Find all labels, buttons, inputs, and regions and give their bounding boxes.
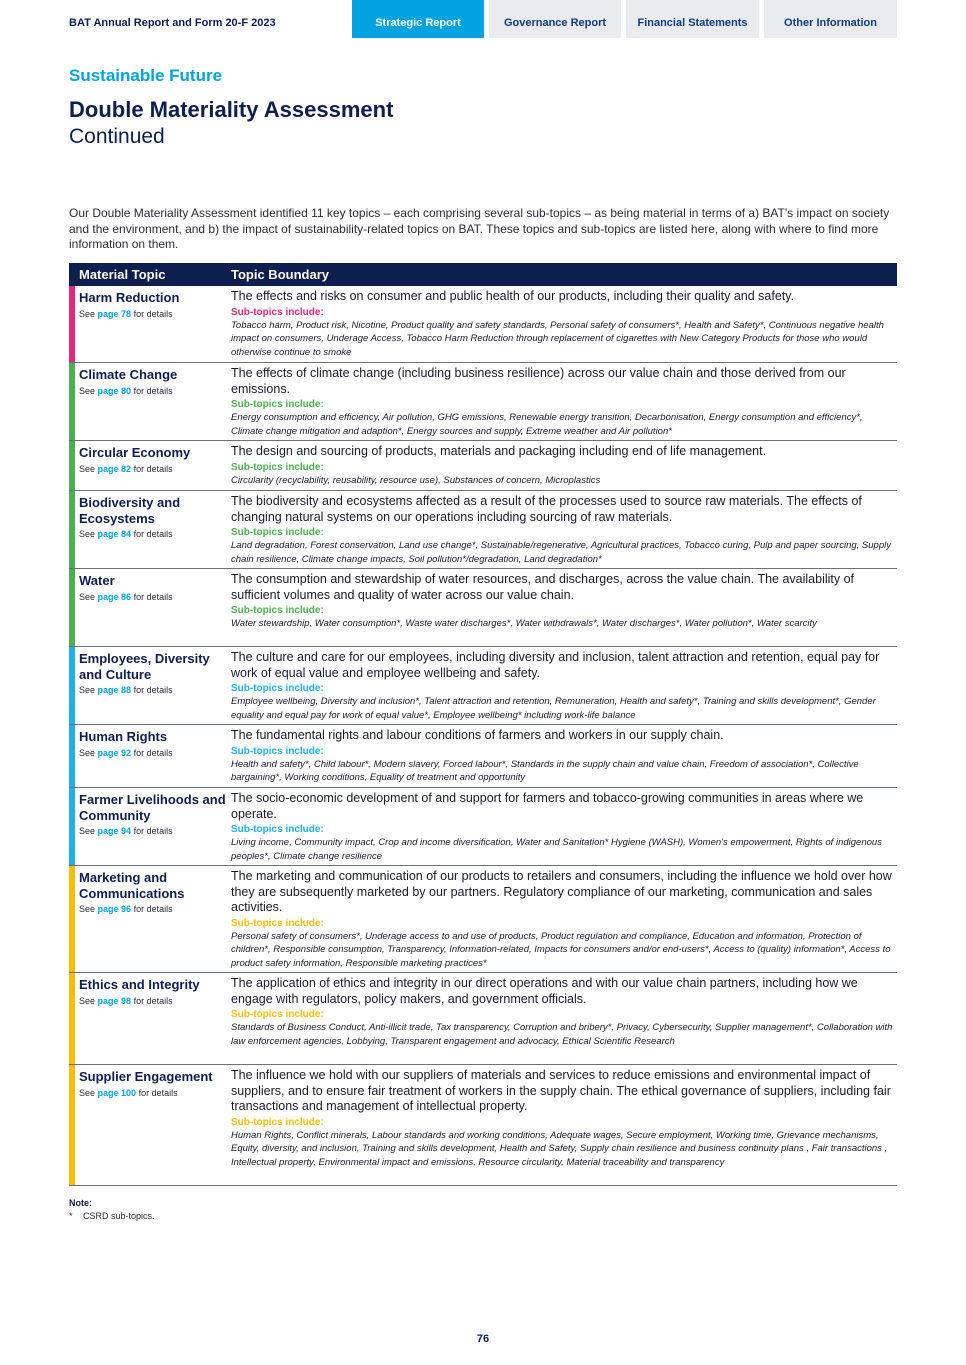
page-link[interactable]: page 96 (97, 904, 132, 914)
topic-color-bar (69, 1065, 75, 1185)
boundary-cell (231, 444, 897, 487)
topic-name: Farmer Livelihoods and Community (79, 792, 226, 823)
tab-strategic-report[interactable]: Strategic Report (352, 0, 484, 38)
see-suffix: for details (133, 995, 173, 1006)
subtopics-list: Circularity (recyclability, reusability, resource use), Substances of concern, Microplastics (231, 474, 601, 486)
see-suffix: for details (133, 308, 173, 319)
subtopics-list: Tobacco harm, Product risk, Nicotine, Product quality and safety standards, Personal safety of consumers*, Health and Safety*, Continuous negative health impact on consumers, Underage Access, Tobacco Harm Reduction through replacement of cigarettes with New Category Products for those who would otherwise continue to smoke (231, 319, 884, 358)
topic-color-bar (69, 647, 75, 724)
material-topics-table (69, 263, 897, 1186)
subtopics-list: Personal safety of consumers*, Underage access to and use of products, Product regulation and compliance, Education and information, Protection of children*, Responsible consumption, Transparency, Information-related, Impacts for consumers and/or end-users*, Access to (quality) information*, Access to product safety information, Responsible marketing practices* (231, 930, 891, 969)
topic-name: Employees, Diversity and Culture (79, 651, 210, 682)
boundary-cell (231, 1068, 897, 1169)
subtopics-label: Sub-topics include: (231, 745, 324, 757)
topic-color-bar (69, 788, 75, 865)
topic-name: Biodiversity and Ecosystems (79, 495, 181, 526)
topic-description: The design and sourcing of products, materials and packaging including end of life management. (231, 444, 767, 458)
topic-color-bar (69, 866, 75, 972)
topic-description: The consumption and stewardship of water resources, and discharges, across the value chain. The availability of sufficient volumes and quality of water across our value chain. (231, 572, 855, 602)
page-subtitle: Continued (69, 125, 165, 148)
table-body (69, 286, 897, 1186)
subtopics-list: Human Rights, Conflict minerals, Labour standards and working conditions, Adequate wages, Secure employment, Working time, Grievance mechanisms, Equity, diversity, and inclusion, Training and skills development, Health and Safety, Supply chain resilience and business continuity plans , Fair transactions , Intellectual property, Environmental impact and emissions, Resource circularity, Material traceability and transparency (231, 1129, 888, 1168)
tab-financial-statements[interactable]: Financial Statements (626, 0, 759, 38)
page-link[interactable]: page 88 (97, 685, 132, 695)
footnote-mark: * (69, 1211, 73, 1221)
topic-color-bar (69, 973, 75, 1064)
topic-name: Climate Change (79, 367, 178, 382)
topic-name: Water (79, 573, 115, 588)
subtopics-list: Health and safety*, Child labour*, Modern slavery, Forced labour*, Standards in the supply chain and value chain, Freedom of association*, Collective bargaining*, Working conditions, Equality of treatment and opportunity (231, 758, 859, 784)
topic-color-bar (69, 286, 75, 362)
page-reference (79, 748, 227, 758)
topic-description: The marketing and communication of our products to retailers and consumers, including the influence we hold over how they are subsequently marketed by our partners. Regulatory compliance of our marketing, communication and sales activities. (231, 869, 892, 914)
boundary-cell (231, 572, 897, 631)
subtopics-list: Standards of Business Conduct, Anti-illicit trade, Tax transparency, Corruption and bribery*, Privacy, Cybersecurity, Supplier management*, Collaboration with law enforcement agencies, Lobbying, Transparent engagement and advocacy, Ethical Scientific Research (231, 1022, 893, 1047)
table-row (69, 569, 897, 647)
page-title: Double Materiality Assessment (69, 97, 394, 122)
topic-description: The influence we hold with our suppliers of materials and services to reduce emissions and environmental impact of suppliers, and to ensure fair treatment of workers in the supply chain. The ethical governance of suppliers, including fair transactions and management of intellectual property. (231, 1068, 891, 1113)
see-prefix: See (79, 995, 96, 1006)
see-prefix: See (79, 904, 96, 914)
page-reference (79, 386, 227, 396)
table-row (69, 788, 897, 866)
page-reference (79, 826, 227, 836)
topic-cell (79, 870, 227, 914)
table-row (69, 491, 897, 569)
topic-description: The fundamental rights and labour conditions of farmers and workers in our supply chain. (231, 728, 724, 742)
page-reference (79, 309, 227, 319)
see-suffix: for details (133, 685, 173, 695)
page-link[interactable]: page 80 (97, 385, 132, 396)
boundary-cell (231, 650, 897, 722)
tab-other-information[interactable]: Other Information (764, 0, 897, 38)
see-prefix: See (79, 685, 96, 695)
see-prefix: See (79, 1087, 96, 1098)
see-suffix: for details (133, 385, 173, 396)
page-link[interactable]: page 92 (97, 747, 132, 758)
table-row (69, 441, 897, 491)
page-link[interactable]: page 78 (97, 308, 132, 319)
topic-cell (79, 651, 227, 695)
note-label: Note: (69, 1198, 92, 1208)
footnote (69, 1211, 155, 1221)
boundary-cell (231, 728, 897, 785)
topic-cell (79, 1069, 227, 1098)
table-row (69, 973, 897, 1065)
topic-description: The socio-economic development of and support for farmers and tobacco-growing communities in areas where we operate. (231, 791, 864, 821)
intro-paragraph: Our Double Materiality Assessment identified 11 key topics – each comprising several sub-topics – as being material in terms of a) BAT's impact on society and the environment, and b) the impact of sustainability-related topics on BAT. These topics and sub-topics are listed here, along with where to find more information on them. (69, 206, 890, 251)
topic-name: Circular Economy (79, 445, 191, 460)
topic-description: The effects and risks on consumer and public health of our products, including their quality and safety. (231, 289, 795, 303)
section-label: Sustainable Future (69, 66, 223, 85)
table-row (69, 866, 897, 973)
topic-color-bar (69, 725, 75, 787)
topic-cell (79, 977, 227, 1006)
subtopics-list: Living income, Community impact, Crop and income diversification, Water and Sanitation* Hygiene (WASH), Women's empowerment, Rights of indigenous peoples*, Climate change resilience (231, 837, 882, 862)
footnote-text: CSRD sub-topics. (83, 1211, 155, 1221)
see-prefix: See (79, 591, 96, 602)
page-link[interactable]: page 94 (97, 826, 132, 836)
see-prefix: See (79, 529, 96, 539)
topic-cell (79, 290, 227, 319)
page-link[interactable]: page 100 (97, 1087, 137, 1098)
topic-name: Ethics and Integrity (79, 977, 200, 992)
topic-name: Supplier Engagement (79, 1069, 213, 1084)
table-row (69, 647, 897, 725)
topic-description: The application of ethics and integrity in our direct operations and with our value chain partners, including how we engage with regulators, policy makers, and government officials. (231, 976, 858, 1006)
topic-description: The culture and care for our employees, including diversity and inclusion, talent attraction and retention, equal pay for work of equal value and employee wellbeing and safety. (231, 650, 880, 680)
subtopics-list: Energy consumption and efficiency, Air pollution, GHG emissions, Renewable energy transition, Decarbonisation, Energy consumption and efficiency*, Climate change mitigation and adaption*, Energy sources and supply, Extreme weather and Air pollution* (231, 412, 863, 437)
subtopics-label: Sub-topics include: (231, 399, 324, 410)
report-title: BAT Annual Report and Form 20-F 2023 (69, 17, 276, 29)
topic-color-bar (69, 441, 75, 490)
table-header (69, 263, 897, 286)
topic-name: Marketing and Communications (79, 870, 185, 901)
topic-description: The effects of climate change (including business resilience) across our value chain and those derived from our emissions. (231, 366, 846, 396)
subtopics-label: Sub-topics include: (231, 461, 324, 473)
topic-name: Harm Reduction (79, 290, 180, 305)
page-link[interactable]: page 84 (97, 529, 132, 539)
see-prefix: See (79, 308, 96, 319)
page-link[interactable]: page 82 (97, 463, 132, 474)
see-prefix: See (79, 463, 96, 474)
see-suffix: for details (133, 826, 173, 836)
topic-description: The biodiversity and ecosystems affected as a result of the processes used to source raw materials. The effects of changing natural systems on our operations including sourcing of raw materials. (231, 494, 862, 524)
table-row (69, 363, 897, 441)
subtopics-label: Sub-topics include: (231, 306, 324, 318)
see-suffix: for details (138, 1087, 178, 1098)
see-suffix: for details (133, 463, 173, 474)
topic-cell (79, 729, 227, 758)
topic-color-bar (69, 491, 75, 568)
subtopics-label: Sub-topics include: (231, 1116, 324, 1128)
boundary-cell (231, 289, 897, 359)
see-suffix: for details (133, 904, 173, 914)
tab-governance-report[interactable]: Governance Report (489, 0, 621, 38)
boundary-cell (231, 791, 897, 863)
topic-cell (79, 445, 227, 474)
subtopics-list: Water stewardship, Water consumption*, Waste water discharges*, Water withdrawals*, Water discharges*, Water pollution*, Water scarcity (231, 618, 817, 629)
subtopics-label: Sub-topics include: (231, 824, 324, 835)
table-row (69, 286, 897, 363)
page-reference (79, 592, 227, 602)
boundary-cell (231, 976, 897, 1048)
table-row (69, 725, 897, 788)
page-reference (79, 1088, 227, 1098)
top-navigation-bar (0, 0, 966, 38)
see-prefix: See (79, 747, 96, 758)
see-prefix: See (79, 826, 96, 836)
subtopics-label: Sub-topics include: (231, 1009, 324, 1020)
boundary-cell (231, 869, 897, 970)
table-row (69, 1065, 897, 1186)
topic-color-bar (69, 569, 75, 646)
page-link[interactable]: page 98 (97, 995, 132, 1006)
subtopics-list: Land degradation, Forest conservation, Land use change*, Sustainable/regenerative, Agricultural practices, Tobacco curing, Pulp and paper sourcing, Supply chain resilience, Climate change impacts, Soil pollution*/degradation, Land degradation* (231, 540, 891, 565)
topic-color-bar (69, 363, 75, 440)
page-reference (79, 904, 227, 914)
page-link[interactable]: page 86 (97, 591, 132, 602)
page-reference (79, 464, 227, 474)
topic-cell (79, 573, 227, 602)
topic-cell (79, 495, 227, 539)
subtopics-label: Sub-topics include: (231, 683, 324, 694)
topic-cell (79, 792, 227, 836)
column-header-material-topic: Material Topic (79, 267, 166, 282)
subtopics-list: Employee wellbeing, Diversity and inclusion*, Talent attraction and retention, Remuneration, Health and safety*, Training and skills development*, Gender equality and equal pay for work of equal value*, Employee wellbeing* including work-life balance (231, 696, 876, 721)
topic-cell (79, 367, 227, 396)
page-reference (79, 529, 227, 539)
page-reference (79, 996, 227, 1006)
column-header-topic-boundary: Topic Boundary (231, 267, 329, 282)
see-prefix: See (79, 385, 96, 396)
subtopics-label: Sub-topics include: (231, 527, 324, 538)
see-suffix: for details (133, 529, 173, 539)
subtopics-label: Sub-topics include: (231, 917, 324, 929)
page-reference (79, 685, 227, 695)
topic-name: Human Rights (79, 729, 168, 744)
boundary-cell (231, 494, 897, 566)
see-suffix: for details (133, 747, 173, 758)
subtopics-label: Sub-topics include: (231, 605, 324, 616)
page-number: 76 (476, 1333, 490, 1345)
boundary-cell (231, 366, 897, 438)
see-suffix: for details (133, 591, 173, 602)
